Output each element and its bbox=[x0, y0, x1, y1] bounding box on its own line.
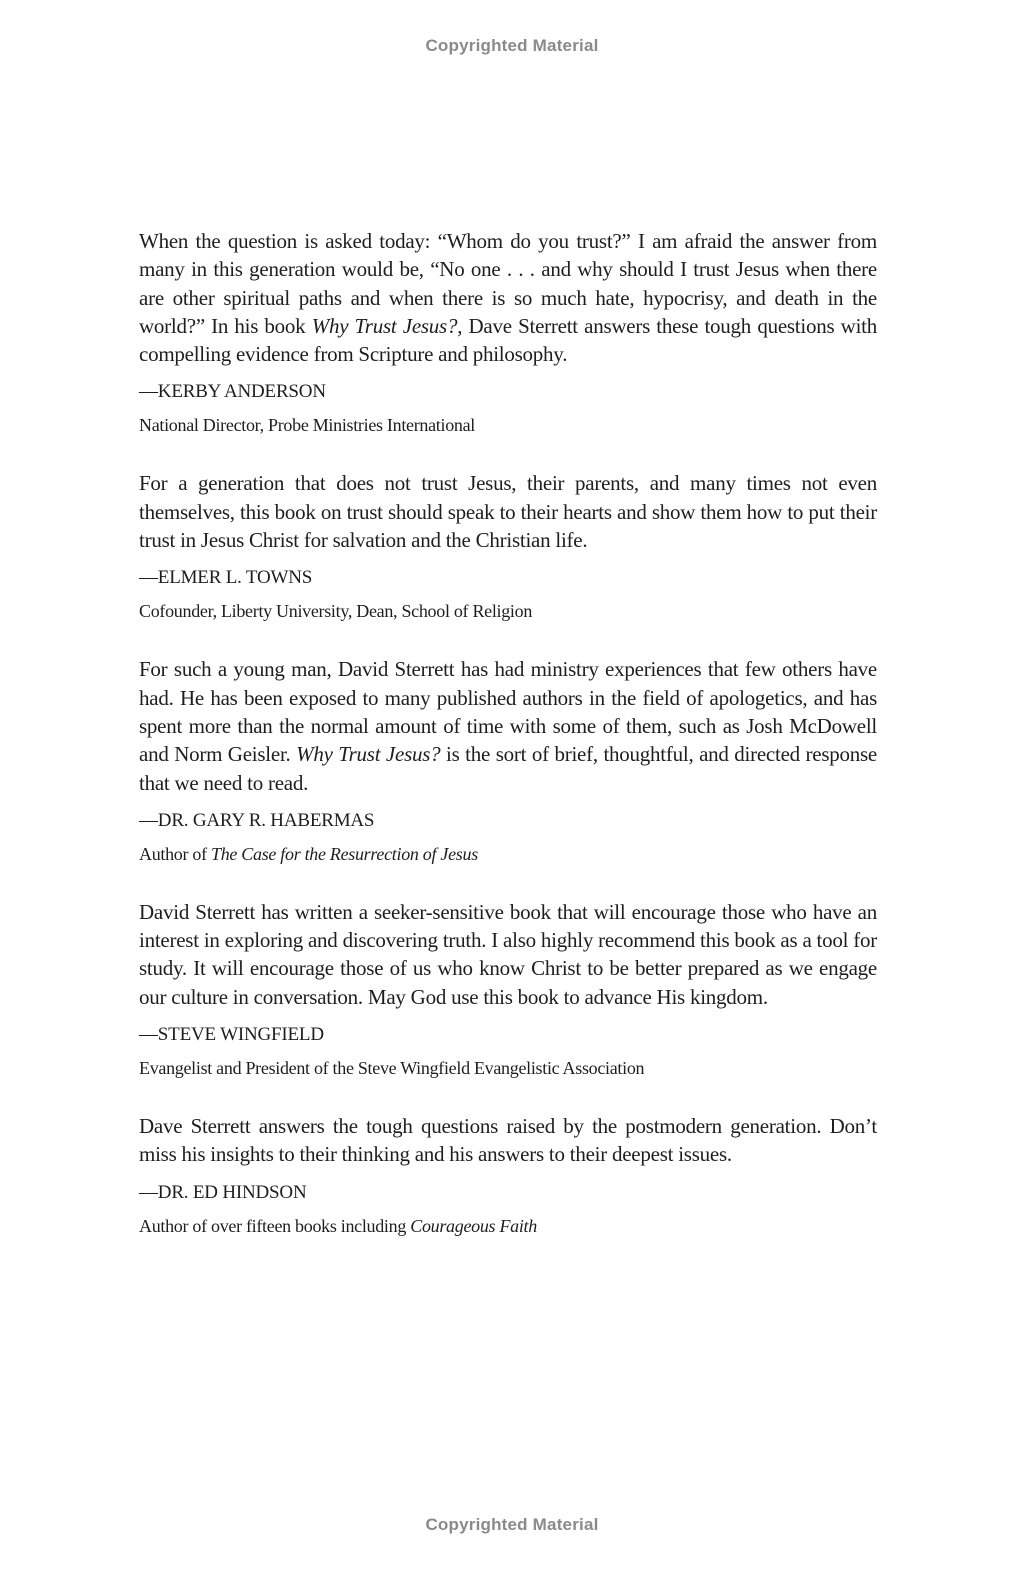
endorsement-affiliation: Author of over fifteen books including Courageous Faith bbox=[139, 1215, 537, 1236]
endorsement-author: —ELMER L. TOWNS bbox=[139, 567, 313, 589]
endorsement-affiliation: Evangelist and President of the Steve Wingfield Evangelistic Association bbox=[139, 1058, 645, 1079]
book-title: Why Trust Jesus? bbox=[296, 742, 441, 767]
endorsement-quote: David Sterrett has written a seeker-sensitive book that will encourage those who have an interest in exploring and discovering truth. I also highly recommend this book as a tool for study. It will encourage those of us who know Christ to be better prepared as we engage our culture in conversation. May God use this book to advance His kingdom. bbox=[139, 899, 877, 1009]
copyright-watermark-top: Copyrighted Material bbox=[425, 36, 599, 55]
endorsement-kerby-anderson bbox=[139, 227, 877, 437]
copyright-watermark-bottom: Copyrighted Material bbox=[425, 1515, 599, 1534]
endorsement-quote: For such a young man, David Sterrett has had ministry experiences that few others have had. He has been exposed to many published authors in the field of apologetics, and has spent more than the normal amount of time with some of them, such as Josh McDowell and Norm Geisler. Why Trust Jesus? is the sort of brief, thoughtful, and directed response that we need to read. bbox=[139, 657, 878, 795]
endorsement-author: —KERBY ANDERSON bbox=[139, 381, 326, 403]
endorsement-author: —DR. ED HINDSON bbox=[139, 1181, 307, 1203]
endorsement-gary-habermas bbox=[139, 655, 877, 865]
book-title: The Case for the Resurrection of Jesus bbox=[211, 843, 478, 864]
endorsement-quote: Dave Sterrett answers the tough questions raised by the postmodern generation. Don’t miss his insights to their thinking and his answers to their deepest issues. bbox=[139, 1114, 877, 1167]
endorsements-list bbox=[139, 227, 877, 1270]
endorsement-quote: When the question is asked today: “Whom do you trust?” I am afraid the answer from many in this generation would be, “No one . . . and why should I trust Jesus when there are other spiritual paths and when there is so much hate, hypocrisy, and death in the world?” In his book Why Trust Jesus?, Dave Sterrett answers these tough questions with compelling evidence from Scripture and philosophy. bbox=[139, 229, 877, 367]
endorsement-quote: For a generation that does not trust Jesus, their parents, and many times not even themselves, this book on trust should speak to their hearts and show them how to put their trust in Jesus Christ for salvation and the Christian life. bbox=[139, 471, 877, 553]
endorsement-affiliation: Author of The Case for the Resurrection of Jesus bbox=[139, 843, 478, 864]
book-title: Courageous Faith bbox=[410, 1215, 537, 1236]
endorsement-elmer-towns bbox=[139, 469, 877, 623]
endorsement-affiliation: National Director, Probe Ministries International bbox=[139, 415, 475, 436]
book-title: Why Trust Jesus? bbox=[311, 313, 458, 338]
endorsement-author: —STEVE WINGFIELD bbox=[139, 1024, 324, 1046]
endorsement-author: —DR. GARY R. HABERMAS bbox=[139, 809, 375, 831]
endorsement-ed-hindson bbox=[139, 1112, 877, 1238]
endorsement-affiliation: Cofounder, Liberty University, Dean, School of Religion bbox=[139, 601, 533, 622]
endorsement-steve-wingfield bbox=[139, 898, 877, 1080]
